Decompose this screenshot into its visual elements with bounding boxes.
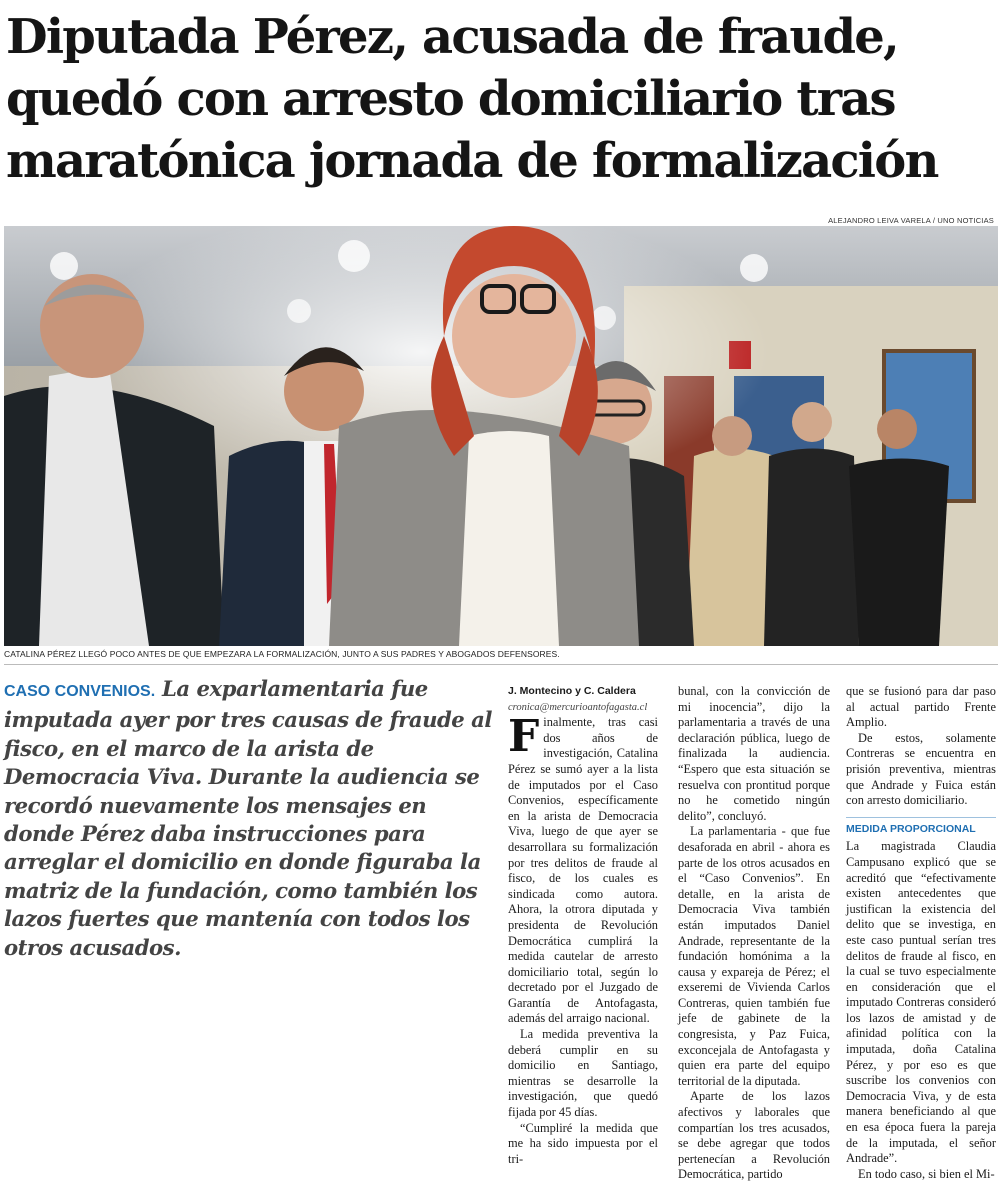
body-text: inalmente, tras casi dos años de investigación, Catalina Pérez se sumó ayer a la lista de imputados por el Caso Convenios, específicamente en la arista de Democracia Viva, luego de que ayer se desarrollara su formalización por tres delitos de fraude al fisco, de los cuales es sindicada como autora. Ahora, la otrora diputada y presidenta de Revolución Democrática cumplirá la medida cautelar de arresto domiciliario total, según lo decretado por el Juzgado de Garantía de Antofagasta, además del arraigo nacional. [508,715,658,1026]
news-photo [4,226,998,646]
lead-paragraph [4,675,492,962]
body-column-2 [678,684,830,1183]
body-paragraph: De estos, solamente Contreras se encuentra en prisión preventiva, mientras que Andrade y Fuica están con arresto domiciliario. [846,730,996,808]
kicker-label: CASO CONVENIOS. [4,683,156,700]
body-paragraph: que se fusionó para dar paso al actual partido Frente Amplio. [846,684,996,730]
headline: Diputada Pérez, acusada de fraude, quedó con arresto domiciliario tras maratónica jornada de formalización [6,9,938,189]
body-paragraph [508,711,658,1027]
body-paragraph: “Cumpliré la medida que me ha sido impuesta por el tri- [508,1120,658,1166]
body-paragraph: La parlamentaria - que fue desaforada en abril - ahora es parte de los otros acusados en el “Caso Convenios”. En detalle, en la arista de Democracia Viva también están imputados Daniel Andrade, representante de la fundación homónima a la causa y expareja de Pérez; el exseremi de Vivienda Carlos Contreras, quien también fue jefe de gabinete de la congresista, y Paz Fuica, exconcejala de Antofagasta y quien era parte del equipo territorial de la diputada. [678,824,830,1088]
drop-cap: F [508,711,540,763]
section-subhead: MEDIDA PROPORCIONAL [846,817,996,838]
body-paragraph: bunal, con la convicción de mi inocencia”, dijo la parlamentaria a través de una declaración pública, luego de finalizada la audiencia. “Espero que esta situación se resuelva con prontitud porque no he cometido ningún delito”, concluyó. [678,684,830,823]
body-paragraph: Aparte de los lazos afectivos y laborales que compartían los tres acusados, se debe agregar que todos pertenecían a Revolución Democrática, partido [678,1089,830,1182]
lead-text: La exparlamentaria fue imputada ayer por tres causas de fraude al fisco, en el marco de la arista de Democracia Viva. Durante la audiencia se recordó nuevamente los mensajes en donde Pérez daba instrucciones para arreglar el domicilio en donde figuraba la matriz de la fundación, como también los lazos fuertes que mantenía con todos los otros acusados. [4,676,492,960]
caption-divider [4,664,998,665]
byline: J. Montecino y C. Caldera [508,685,636,697]
author-email[interactable]: cronica@mercurioantofagasta.cl [508,701,648,713]
photo-caption: CATALINA PÉREZ LLEGÓ POCO ANTES DE QUE EMPEZARA LA FORMALIZACIÓN, JUNTO A SUS PADRES Y ABOGADOS DEFENSORES. [4,649,560,659]
body-column-1 [508,684,658,1167]
body-paragraph: La medida preventiva la deberá cumplir en su domicilio en Santiago, mientras se desarrolle la investigación, que quedó fijada por 45 días. [508,1027,658,1120]
body-column-3 [846,684,996,1182]
body-paragraph: En todo caso, si bien el Mi- [858,1166,995,1181]
photo-credit: ALEJANDRO LEIVA VARELA / UNO NOTICIAS [828,216,994,225]
body-paragraph: La magistrada Claudia Campusano explicó que se acreditó que “efectivamente existen antecedentes que justifican la existencia del delito que se investiga, en este caso puntual serían tres delitos de fraude al fisco, en la cual se tuvo especialmente en consideración que el imputado Contreras consideró los lazos de amistad y de afinidad política con la imputada, doña Catalina Pérez, y por eso es que suscribe los convenios con Democracia Viva, y de esta manera beneficiando al que en esa época fuera la pareja de la imputada, el señor Andrade”. [846,839,996,1166]
